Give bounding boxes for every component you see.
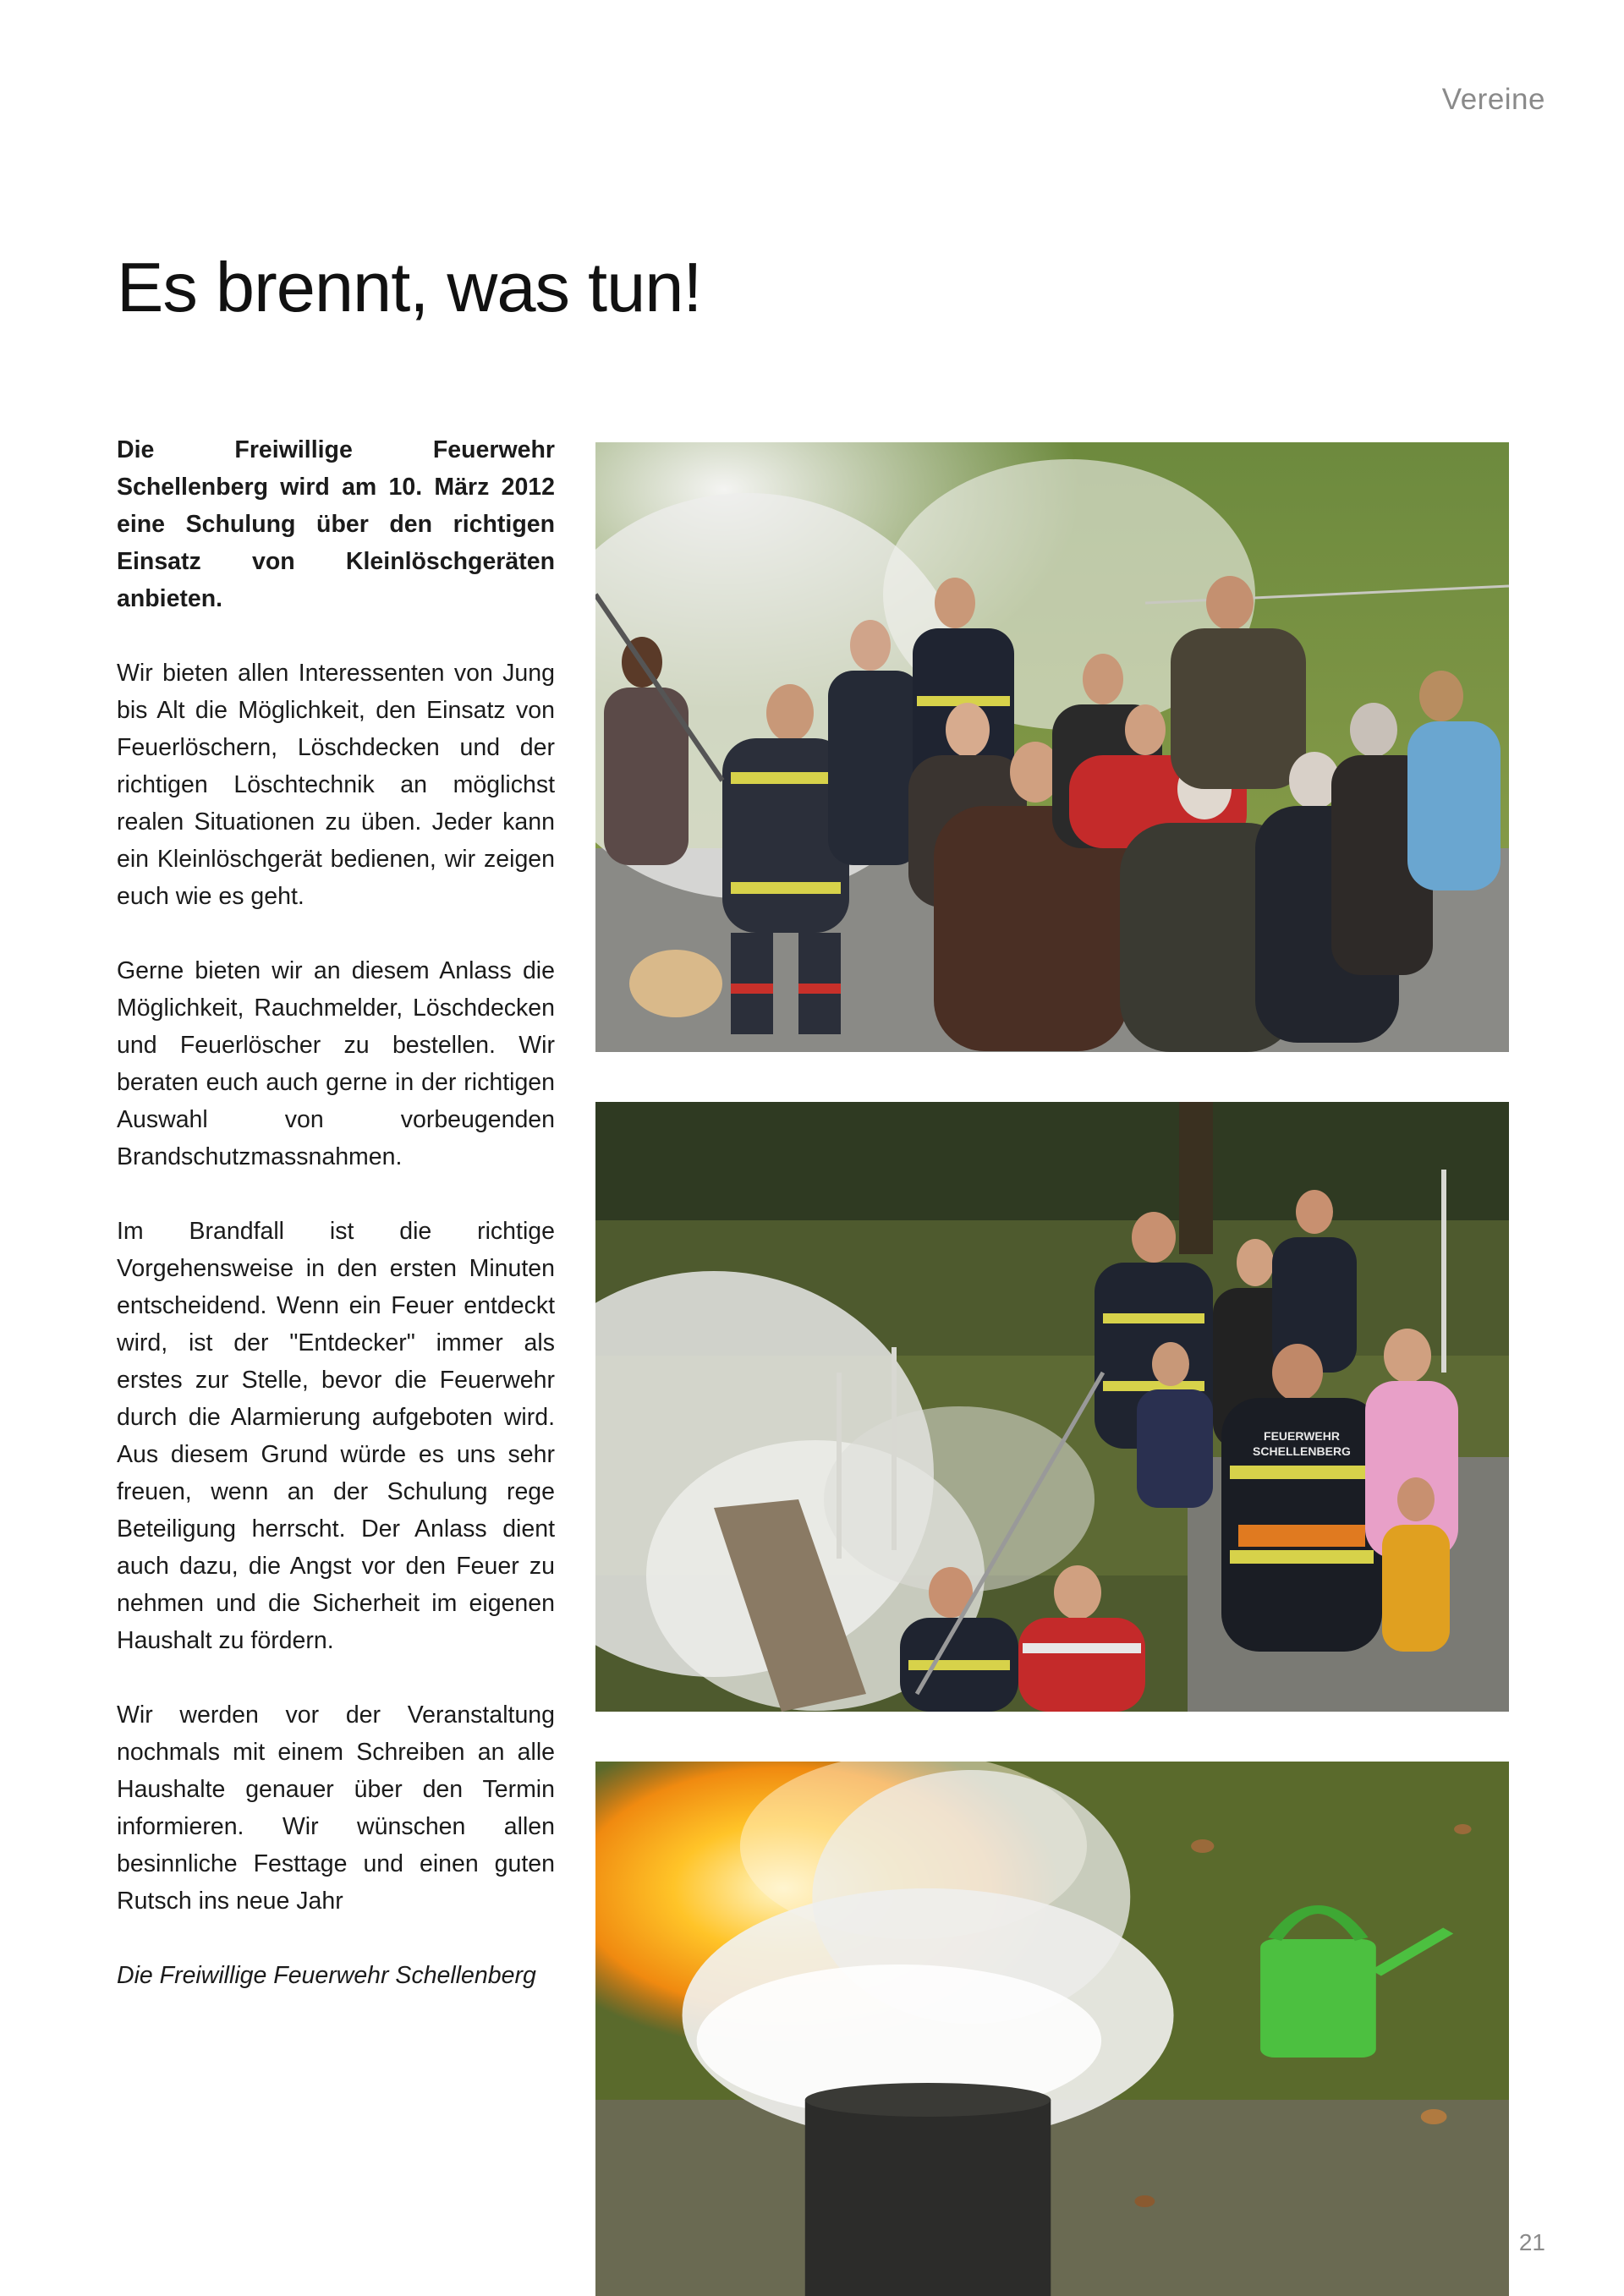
article-paragraph: Wir bieten allen Interessenten von Jung bis Alt die Möglichkeit, den Einsatz von Feuerlöschern, Löschdecken und der richtigen Löschtechnik an möglichst realen Situationen zu üben. Jeder kann ein Kleinlöschgerät bedienen, wir zeigen euch wie es geht. [117, 660, 555, 910]
article-paragraph: Gerne bieten wir an diesem Anlass die Möglichkeit, Rauchmelder, Löschdecken und Feuerlöscher zu bestellen. Wir beraten euch auch gerne in der richtigen Auswahl von vorbeugenden Brandschutzmassnahmen. [117, 957, 555, 1170]
article-signature: Die Freiwillige Feuerwehr Schellenberg [117, 1962, 536, 1989]
page-number: 21 [1518, 2229, 1545, 2255]
article-paragraph: Wir werden vor der Veranstaltung nochmals mit einem Schreiben an alle Haushalte genauer über den Termin informieren. Wir wünschen allen besinnliche Festtage und einen guten Rutsch ins neue Jahr [117, 1701, 555, 1915]
photo-crowd-demonstration [595, 442, 1509, 1052]
photo-firefighters-smoke [595, 1102, 1509, 1712]
jacket-lettering: SCHELLENBERG [1253, 1444, 1351, 1458]
section-label: Vereine [1441, 83, 1545, 116]
article-lead: Die Freiwillige Feuerwehr Schellenberg wird am 10. März 2012 eine Schulung über den richtigen Einsatz von Kleinlöschgeräten anbieten. [117, 436, 555, 612]
article-body [117, 431, 555, 2031]
page-title: Es brennt, was tun! [117, 248, 702, 326]
photo-fire-extinguishing [595, 1762, 1509, 2296]
jacket-lettering: FEUERWEHR [1264, 1429, 1340, 1443]
article-paragraph: Im Brandfall ist die richtige Vorgehensweise in den ersten Minuten entscheidend. Wenn ein Feuer entdeckt wird, ist der "Entdecker" immer als erstes zur Stelle, bevor die Feuerwehr durch die Alarmierung aufgeboten wird. Aus diesem Grund würde es uns sehr freuen, wenn an der Schulung rege Beteiligung herrscht. Der Anlass dient auch dazu, die Angst vor den Feuer zu nehmen und die Sicherheit im eigenen Haushalt zu fördern. [117, 1218, 555, 1654]
